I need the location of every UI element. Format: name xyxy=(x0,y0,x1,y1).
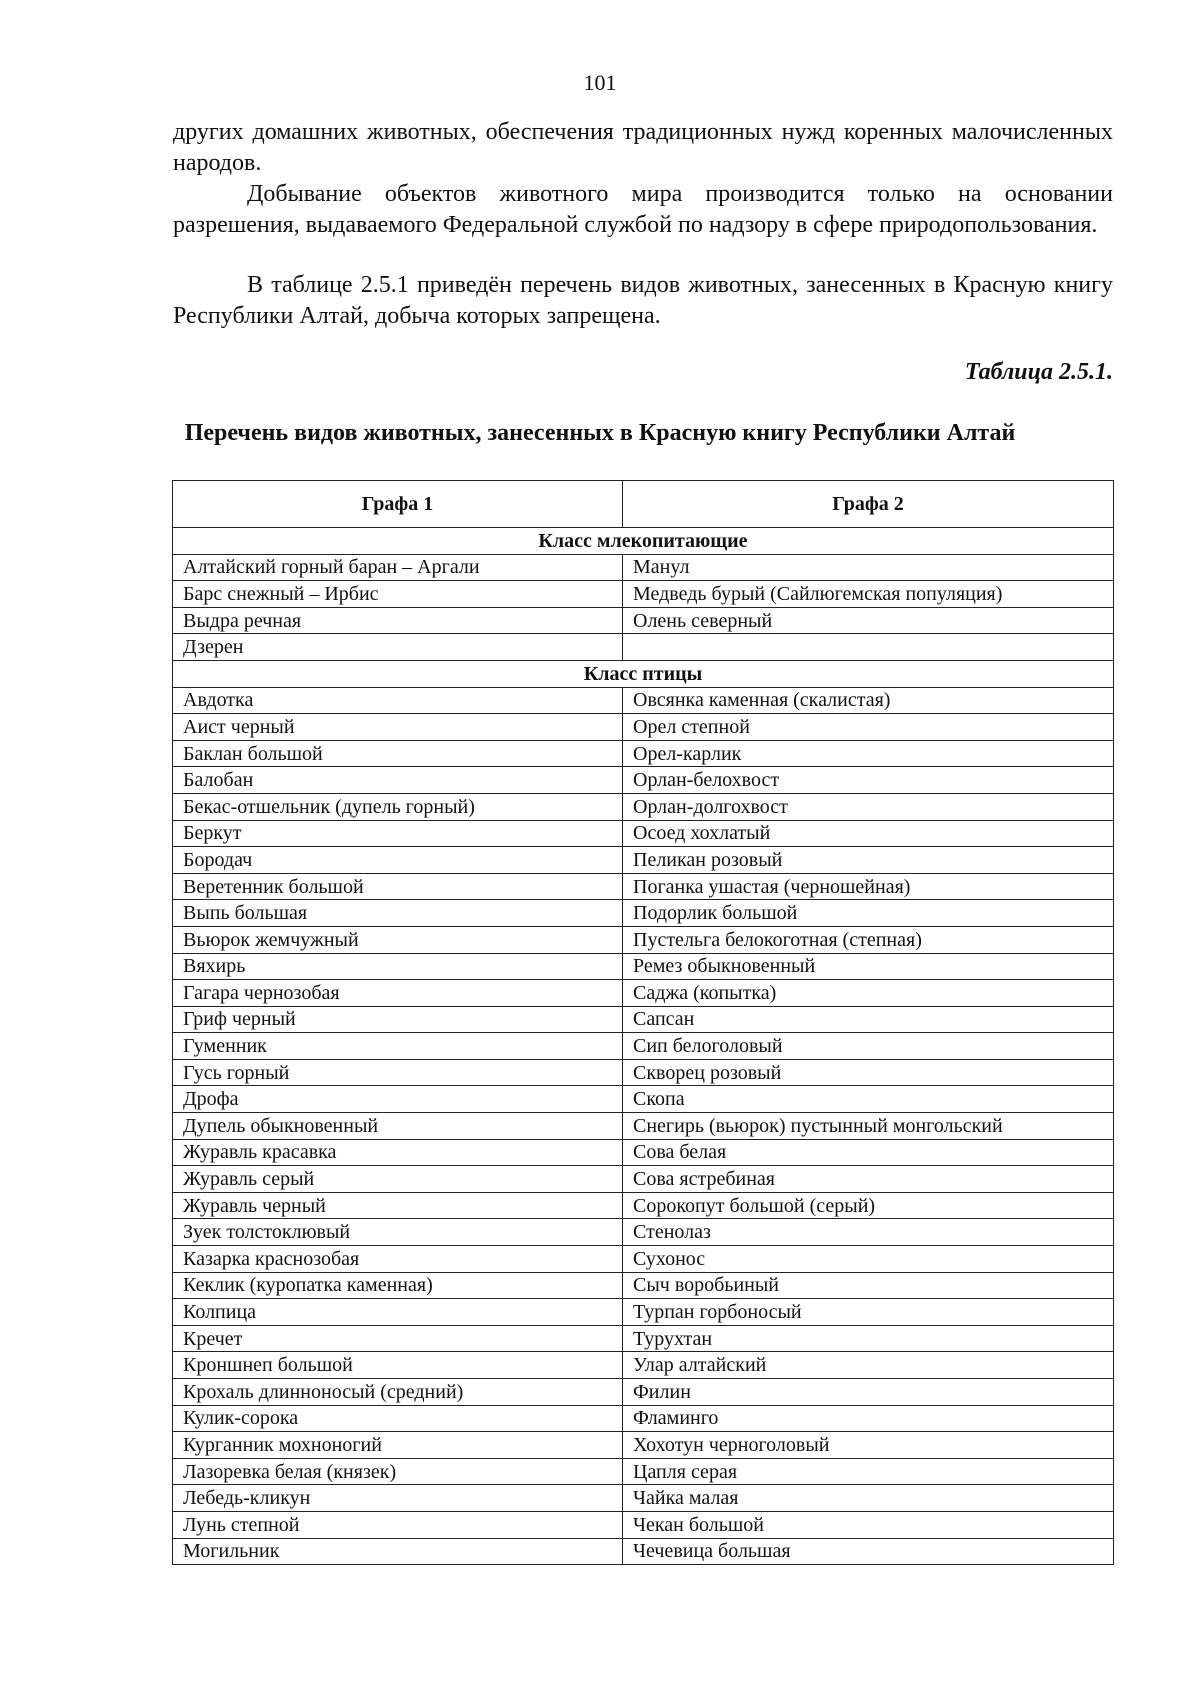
column-header-2: Графа 2 xyxy=(623,481,1114,528)
table-row xyxy=(173,980,1114,1007)
cell-column-1: Балобан xyxy=(173,767,623,794)
table-row xyxy=(173,1325,1114,1352)
cell-column-2: Снегирь (вьюрок) пустынный монгольский xyxy=(623,1113,1114,1140)
species-table xyxy=(172,480,1114,1565)
table-header-row xyxy=(173,481,1114,528)
table-row xyxy=(173,1006,1114,1033)
table-row xyxy=(173,634,1114,661)
table-row xyxy=(173,1139,1114,1166)
table-row xyxy=(173,607,1114,634)
table-row xyxy=(173,1538,1114,1565)
cell-column-1: Выдра речная xyxy=(173,607,623,634)
paragraph-3: В таблице 2.5.1 приведён перечень видов животных, занесенных в Красную книгу Республики Алтай, добыча которых запрещена. xyxy=(173,272,1113,329)
cell-column-2 xyxy=(623,634,1114,661)
cell-column-1: Авдотка xyxy=(173,687,623,714)
cell-column-1: Журавль красавка xyxy=(173,1139,623,1166)
column-header-1: Графа 1 xyxy=(173,481,623,528)
cell-column-2: Скворец розовый xyxy=(623,1059,1114,1086)
table-row xyxy=(173,1511,1114,1538)
cell-column-2: Сова ястребиная xyxy=(623,1166,1114,1193)
table-body xyxy=(173,528,1114,1565)
table-row xyxy=(173,1166,1114,1193)
cell-column-1: Колпица xyxy=(173,1299,623,1326)
cell-column-2: Подорлик большой xyxy=(623,900,1114,927)
cell-column-1: Кеклик (куропатка каменная) xyxy=(173,1272,623,1299)
table-row xyxy=(173,1086,1114,1113)
cell-column-1: Гриф черный xyxy=(173,1006,623,1033)
cell-column-2: Овсянка каменная (скалистая) xyxy=(623,687,1114,714)
cell-column-1: Дупель обыкновенный xyxy=(173,1113,623,1140)
cell-column-1: Беркут xyxy=(173,820,623,847)
table-row xyxy=(173,1458,1114,1485)
cell-column-1: Алтайский горный баран – Аргали xyxy=(173,554,623,581)
paragraph-1: других домашних животных, обеспечения традиционных нужд коренных малочисленных народов. xyxy=(173,119,1113,176)
cell-column-1: Веретенник большой xyxy=(173,873,623,900)
cell-column-1: Лунь степной xyxy=(173,1511,623,1538)
cell-column-1: Дрофа xyxy=(173,1086,623,1113)
table-row xyxy=(173,900,1114,927)
cell-column-1: Казарка краснозобая xyxy=(173,1246,623,1273)
cell-column-2: Фламинго xyxy=(623,1405,1114,1432)
cell-column-1: Могильник xyxy=(173,1538,623,1565)
section-row xyxy=(173,528,1114,555)
cell-column-2: Орлан-долгохвост xyxy=(623,793,1114,820)
cell-column-2: Осоед хохлатый xyxy=(623,820,1114,847)
table-row xyxy=(173,1059,1114,1086)
table-row xyxy=(173,1432,1114,1459)
table-row xyxy=(173,1192,1114,1219)
table-row xyxy=(173,1246,1114,1273)
cell-column-2: Сорокопут большой (серый) xyxy=(623,1192,1114,1219)
cell-column-1: Гуменник xyxy=(173,1033,623,1060)
cell-column-2: Хохотун черноголовый xyxy=(623,1432,1114,1459)
cell-column-2: Орлан-белохвост xyxy=(623,767,1114,794)
cell-column-2: Ремез обыкновенный xyxy=(623,953,1114,980)
cell-column-1: Вяхирь xyxy=(173,953,623,980)
cell-column-2: Сухонос xyxy=(623,1246,1114,1273)
section-title: Класс птицы xyxy=(173,660,1114,687)
cell-column-2: Филин xyxy=(623,1379,1114,1406)
cell-column-2: Стенолаз xyxy=(623,1219,1114,1246)
cell-column-2: Турпан горбоносый xyxy=(623,1299,1114,1326)
section-row xyxy=(173,660,1114,687)
cell-column-1: Барс снежный – Ирбис xyxy=(173,581,623,608)
table-row xyxy=(173,1033,1114,1060)
cell-column-1: Бородач xyxy=(173,847,623,874)
cell-column-1: Курганник мохноногий xyxy=(173,1432,623,1459)
section-title: Класс млекопитающие xyxy=(173,528,1114,555)
table-row xyxy=(173,1219,1114,1246)
table-row xyxy=(173,1379,1114,1406)
paragraph-2: Добывание объектов животного мира производится только на основании разрешения, выдаваемого Федеральной службой по надзору в сфере природопользования. xyxy=(173,181,1113,238)
cell-column-1: Гусь горный xyxy=(173,1059,623,1086)
cell-column-1: Зуек толстоклювый xyxy=(173,1219,623,1246)
table-label: Таблица 2.5.1. xyxy=(964,359,1113,385)
table-row xyxy=(173,581,1114,608)
cell-column-2: Скопа xyxy=(623,1086,1114,1113)
cell-column-2: Поганка ушастая (черношейная) xyxy=(623,873,1114,900)
cell-column-2: Улар алтайский xyxy=(623,1352,1114,1379)
cell-column-2: Сип белоголовый xyxy=(623,1033,1114,1060)
cell-column-2: Чекан большой xyxy=(623,1511,1114,1538)
cell-column-2: Цапля серая xyxy=(623,1458,1114,1485)
table-row xyxy=(173,1485,1114,1512)
cell-column-2: Турухтан xyxy=(623,1325,1114,1352)
cell-column-1: Кроншнеп большой xyxy=(173,1352,623,1379)
cell-column-2: Сова белая xyxy=(623,1139,1114,1166)
cell-column-2: Олень северный xyxy=(623,607,1114,634)
table-row xyxy=(173,953,1114,980)
cell-column-2: Сапсан xyxy=(623,1006,1114,1033)
cell-column-2: Манул xyxy=(623,554,1114,581)
table-row xyxy=(173,873,1114,900)
cell-column-1: Бекас-отшельник (дупель горный) xyxy=(173,793,623,820)
cell-column-2: Саджа (копытка) xyxy=(623,980,1114,1007)
table-row xyxy=(173,1113,1114,1140)
table-row xyxy=(173,793,1114,820)
table-row xyxy=(173,926,1114,953)
cell-column-2: Орел-карлик xyxy=(623,740,1114,767)
table-row xyxy=(173,714,1114,741)
table-row xyxy=(173,1299,1114,1326)
table-title: Перечень видов животных, занесенных в Красную книгу Республики Алтай xyxy=(184,420,1016,446)
cell-column-1: Выпь большая xyxy=(173,900,623,927)
cell-column-1: Журавль черный xyxy=(173,1192,623,1219)
table-row xyxy=(173,740,1114,767)
page-number: 101 xyxy=(583,70,617,95)
cell-column-2: Пустельга белокоготная (степная) xyxy=(623,926,1114,953)
table-row xyxy=(173,1352,1114,1379)
cell-column-1: Гагара чернозобая xyxy=(173,980,623,1007)
cell-column-1: Кулик-сорока xyxy=(173,1405,623,1432)
table-row xyxy=(173,847,1114,874)
cell-column-2: Орел степной xyxy=(623,714,1114,741)
cell-column-1: Кречет xyxy=(173,1325,623,1352)
cell-column-1: Лазоревка белая (князек) xyxy=(173,1458,623,1485)
cell-column-1: Крохаль длинноносый (средний) xyxy=(173,1379,623,1406)
cell-column-2: Сыч воробьиный xyxy=(623,1272,1114,1299)
cell-column-2: Пеликан розовый xyxy=(623,847,1114,874)
cell-column-2: Чайка малая xyxy=(623,1485,1114,1512)
cell-column-2: Чечевица большая xyxy=(623,1538,1114,1565)
cell-column-1: Журавль серый xyxy=(173,1166,623,1193)
cell-column-1: Аист черный xyxy=(173,714,623,741)
table-row xyxy=(173,767,1114,794)
table-row xyxy=(173,687,1114,714)
cell-column-1: Лебедь-кликун xyxy=(173,1485,623,1512)
cell-column-2: Медведь бурый (Сайлюгемская популяция) xyxy=(623,581,1114,608)
table-row xyxy=(173,554,1114,581)
cell-column-1: Баклан большой xyxy=(173,740,623,767)
cell-column-1: Вьюрок жемчужный xyxy=(173,926,623,953)
cell-column-1: Дзерен xyxy=(173,634,623,661)
table-row xyxy=(173,1405,1114,1432)
table-row xyxy=(173,1272,1114,1299)
table-row xyxy=(173,820,1114,847)
